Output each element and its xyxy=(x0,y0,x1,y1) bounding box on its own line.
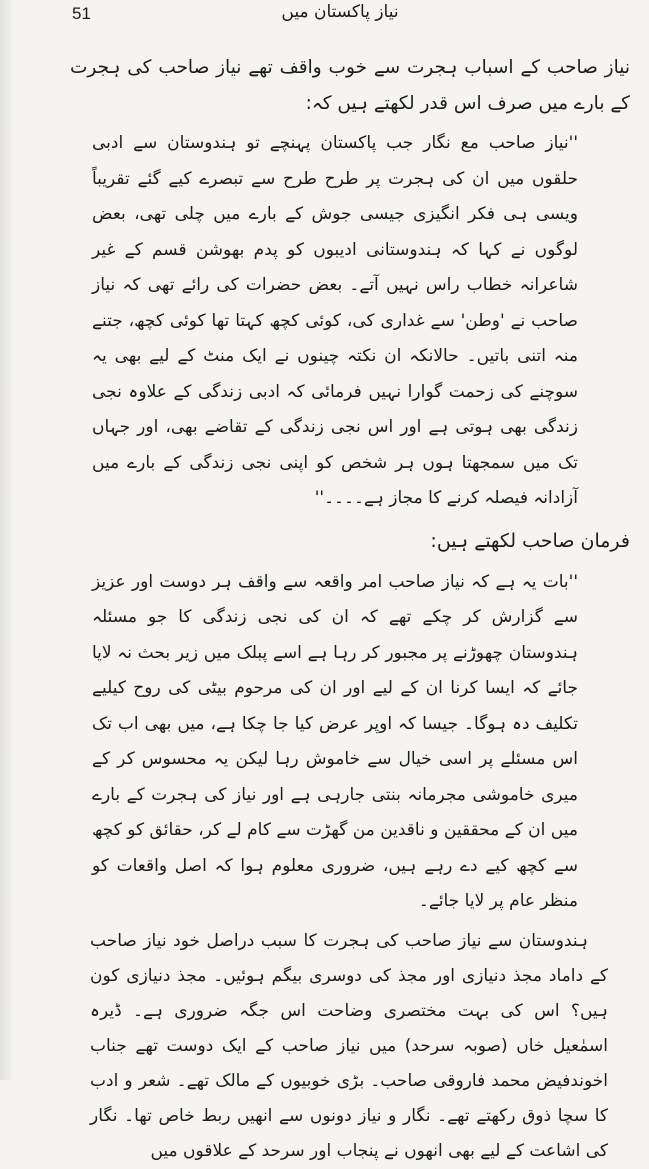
block-quote-farman: ''بات یہ ہے کہ نیاز صاحب امر واقعہ سے واقف ہر دوست اور عزیز سے گزارش کر چکے تھے کہ ان کی نجی زندگی کا جو مسئلہ ہندوستان چھوڑنے پر مجبور کر رہا ہے اسے پبلک میں زیر بحث نہ لایا جائے کہ ایسا کرنا ان کے لیے اور ان کی مرحوم بیٹی کی روح کیلیے تکلیف دہ ہوگا۔ جیسا کہ اوپر عرض کیا جا چکا ہے، میں بھی اب تک اس مسئلے پر اسی خیال سے خاموش رہا لیکن یہ محسوس کر کے میری خاموشی مجرمانہ بنتی جارہی ہے اور نیاز کی ہجرت کے بارے میں ان کے محققین و ناقدین من گھڑت سے کام لے کر، حقائق کو کچھ سے کچھ کیے دے رہے ہیں، ضروری معلوم ہوا کہ اصل واقعات کو منظر عام پر لایا جائے۔ xyxy=(92,571,578,911)
running-title: نیاز پاکستان میں xyxy=(281,2,399,22)
block-quote-niaz: ''نیاز صاحب مع نگار جب پاکستان پہنچے تو ہندوستان سے ادبی حلقوں میں ان کی ہجرت پر طرح طرح سے تبصرے کیے گئے تقریباً ویسی ہی فکر انگیزی جیسی جوش کے بارے میں چلی تھی، بعض لوگوں نے کہا کہ ہندوستانی ادیبوں کو پدم بھوشن قسم کے غیر شاعرانہ خطاب راس نہیں آتے۔ بعض حضرات کی رائے تھی کہ نیاز صاحب نے 'وطن' سے غداری کی، کوئی کچھ کہتا تھا کوئی کچھ، جتنے منہ اتنی باتیں۔ حالانکہ ان نکتہ چینوں نے ایک منٹ کے لیے بھی یہ سوچنے کی زحمت گوارا نہیں فرمائی کہ ادبی زندگی کے علاوہ نجی زندگی بھی ہوتی ہے اور اس نجی زندگی کے تقاضے بھی، اور جہاں تک میں سمجھتا ہوں ہر شخص کو اپنی نجی زندگی کے بارے میں آزادانہ فیصلہ کرنے کا مجاز ہے۔۔۔۔'' xyxy=(92,133,578,508)
page-fold-shadow xyxy=(0,0,14,1080)
farman-heading: فرمان صاحب لکھتے ہیں: xyxy=(430,529,630,552)
page-body xyxy=(60,50,630,1169)
body-paragraph: ہندوستان سے نیاز صاحب کی ہجرت کا سبب دراصل خود نیاز صاحب کے داماد مجذ دنیازی اور مجذ کی دوسری بیگم ہوئیں۔ مجذ دنیازی کون ہیں؟ اس کی بہت مختصری وضاحت اس جگہ ضروری ہے۔ ڈیرہ اسمٰعیل خاں (صوبہ سرحد) میں نیاز صاحب کے ایک دوست تھے جناب اخوندفیض محمد فاروقی صاحب۔ بڑی خوبیوں کے مالک تھے۔ شعر و ادب کا سچا ذوق رکھتے تھے۔ نگار و نیاز دونوں سے انھیں ربط خاص تھا۔ نگار کی اشاعت کے لیے بھی انھوں نے پنجاب اور سرحد کے علاقوں میں xyxy=(90,930,608,1161)
page-header xyxy=(0,0,649,40)
lead-paragraph: نیاز صاحب کے اسباب ہجرت سے خوب واقف تھے نیاز صاحب کی ہجرت کے بارے میں صرف اس قدر لکھتے ہیں کہ: xyxy=(70,57,630,114)
page-number: 51 xyxy=(72,4,91,23)
